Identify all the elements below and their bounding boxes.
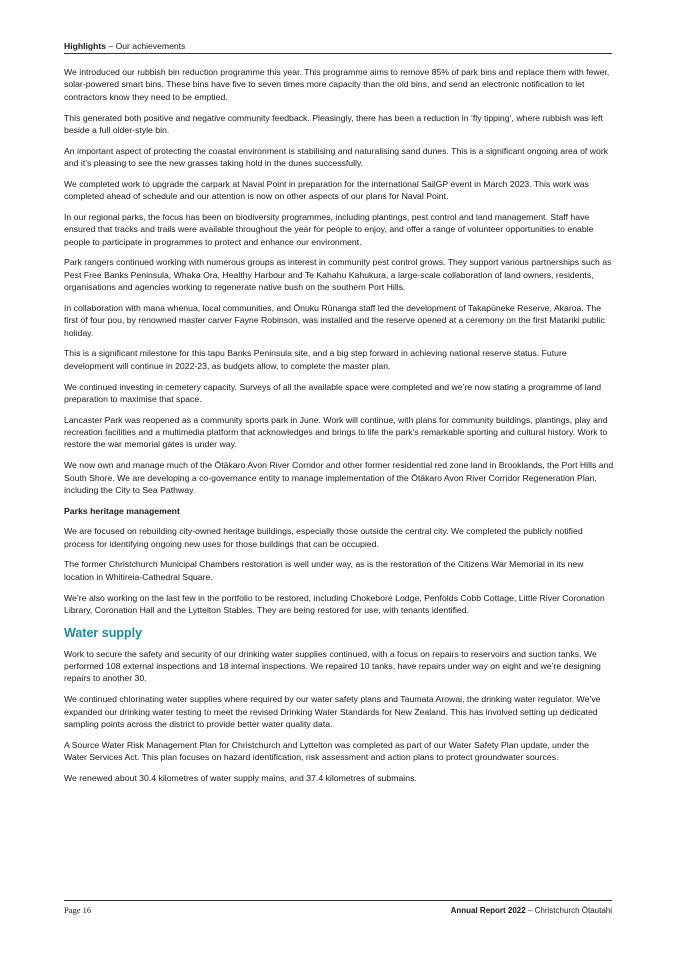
paragraph-mains-renewed: We renewed about 30.4 kilometres of water supply mains, and 37.4 kilometres of submains. [64, 772, 417, 783]
paragraph-risk-plan: A Source Water Risk Management Plan for Christchurch and Lyttelton was completed as part of our Water Safety Plan update, under the Water Services Act. This plan focuses on hazard identification, risk assessment and action plans to protect groundwater sources. [64, 739, 589, 763]
paragraph-heritage-buildings: We are focused on rebuilding city-owned heritage buildings, especially those outside the central city. We completed the publicly notified process for identifying ongoing new uses for those buildings that can be occupied. [64, 526, 583, 549]
footer-report: Annual Report 2022 [450, 906, 526, 915]
page-number: Page 16 [64, 905, 92, 915]
paragraph-naval-point: We completed work to upgrade the carpark at Naval Point in preparation for the international SailGP event in March 2023. This work was completed ahead of schedule and our attention is now on other aspects of our plans for Naval Point. [64, 178, 589, 202]
paragraph-reservoirs: Work to secure the safety and security of our drinking water supplies continued, with a focus on repairs to reservoirs and suction tanks. We performed 108 external inspections and 18 internal inspections. We repaired 10 tanks, have repairs under way on eight and we’re designing repairs to another 30. [64, 648, 601, 684]
paragraph-portfolio: We’re also working on the last few in the portfolio to be restored, including Chokebore Lodge, Penfolds Cobb Cottage, Little River Coronation Library, Coronation Hall and the Lyttelton Stables. They are being restored for use, with tenants identified. [64, 592, 605, 615]
running-header [64, 40, 612, 54]
paragraph-fly-tipping: This generated both positive and negative community feedback. Pleasingly, there has been a reduction in ‘fly tipping’, where rubbish was left beside a full older-style bin. [64, 112, 603, 135]
paragraph-milestone: This is a significant milestone for this tapu Banks Peninsula site, and a big step forward in achieving national reserve status. Future development will continue in 2022-23, as budgets allow, to complete the master plan. [64, 348, 567, 371]
footer-org: Christchurch Ōtautahi [534, 906, 612, 915]
paragraph-takapuneke: In collaboration with mana whenua, local communities, and Ōnuku Rūnanga staff led the development of Takapūneke Reserve, Akaroa. The first of four pou, by renowned master carver Fayne Robinson, was installed and the reserve opened at a ceremony on the first Matariki public holiday. [64, 302, 605, 338]
paragraph-bin-programme: We introduced our rubbish bin reduction programme this year. This programme aims to remove 85% of park bins and replace them with fewer, solar-powered smart bins. These bins have five to seven times more capacity than the old bins, and send an electronic notification to let contractors know they need to be emptied. [64, 67, 610, 102]
paragraph-municipal-chambers: The former Christchurch Municipal Chambers restoration is well under way, as is the restoration of the Citizens War Memorial in its new location in Whitireia-Cathedral Square. [64, 559, 584, 582]
section-heading-water-supply: Water supply [64, 625, 143, 640]
subheading-parks-heritage: Parks heritage management [64, 505, 180, 516]
page-footer [64, 900, 612, 916]
paragraph-sand-dunes: An important aspect of protecting the coastal environment is stabilising and naturalising sand dunes. This is a significant ongoing area of work and it’s pleasing to see the new grasses taking hold in the dunes successfully. [64, 145, 609, 169]
footer-separator: – [525, 906, 535, 915]
paragraph-park-rangers: Park rangers continued working with numerous groups as interest in community pest control grows. They support various partnerships such as Pest Free Banks Peninsula, Whaka Ora, Healthy Harbour and Te Kahahu Kahukura, a large-scale collaboration of land owners, residents, organisations and agencies working to regenerate native bush on the southern Port Hills. [64, 257, 612, 293]
paragraph-regional-parks: In our regional parks, the focus has been on biodiversity programmes, including plantings, pest control and land management. Staff have ensured that tracks and trails were available throughout the year for people to enjoy, and offer a range of volunteer opportunities to enable people to participate in programmes to protect and enhance our environment. [64, 211, 594, 247]
page-body [64, 66, 614, 793]
paragraph-lancaster-park: Lancaster Park was reopened as a community sports park in June. Work will continue, with plans for community buildings, plantings, play and recreation facilities and a multimedia platform that acknowledges and brings to life the park’s remarkable sporting and cultural history. Work to restore the war memorial gates is under way. [64, 414, 608, 450]
footer-report-title [451, 905, 612, 916]
paragraph-chlorinating: We continued chlorinating water supplies where required by our water safety plans and Taumata Arowai, the drinking water regulator. We’ve expanded our drinking water testing to meet the revised Drinking Water Standards for New Zealand. This has involved setting up dedicated sampling points across the district to provide better water quality data. [64, 694, 601, 729]
header-section: Highlights [64, 41, 107, 51]
paragraph-cemetery: We continued investing in cemetery capacity. Surveys of all the available space were completed and we’re now stating a programme of land preparation to maximise that space. [64, 381, 602, 404]
header-separator: – [106, 41, 116, 51]
paragraph-otakaro-avon: We now own and manage much of the Ōtākaro Avon River Corridor and other former residential red zone land in Brooklands, the Port Hills and South Shore. We are developing a co-governance entity to manage implementation of the Ōtākaro Avon River Corridor Regeneration Plan, including the City to Sea Pathway. [64, 460, 614, 495]
header-title: Our achievements [115, 41, 186, 51]
